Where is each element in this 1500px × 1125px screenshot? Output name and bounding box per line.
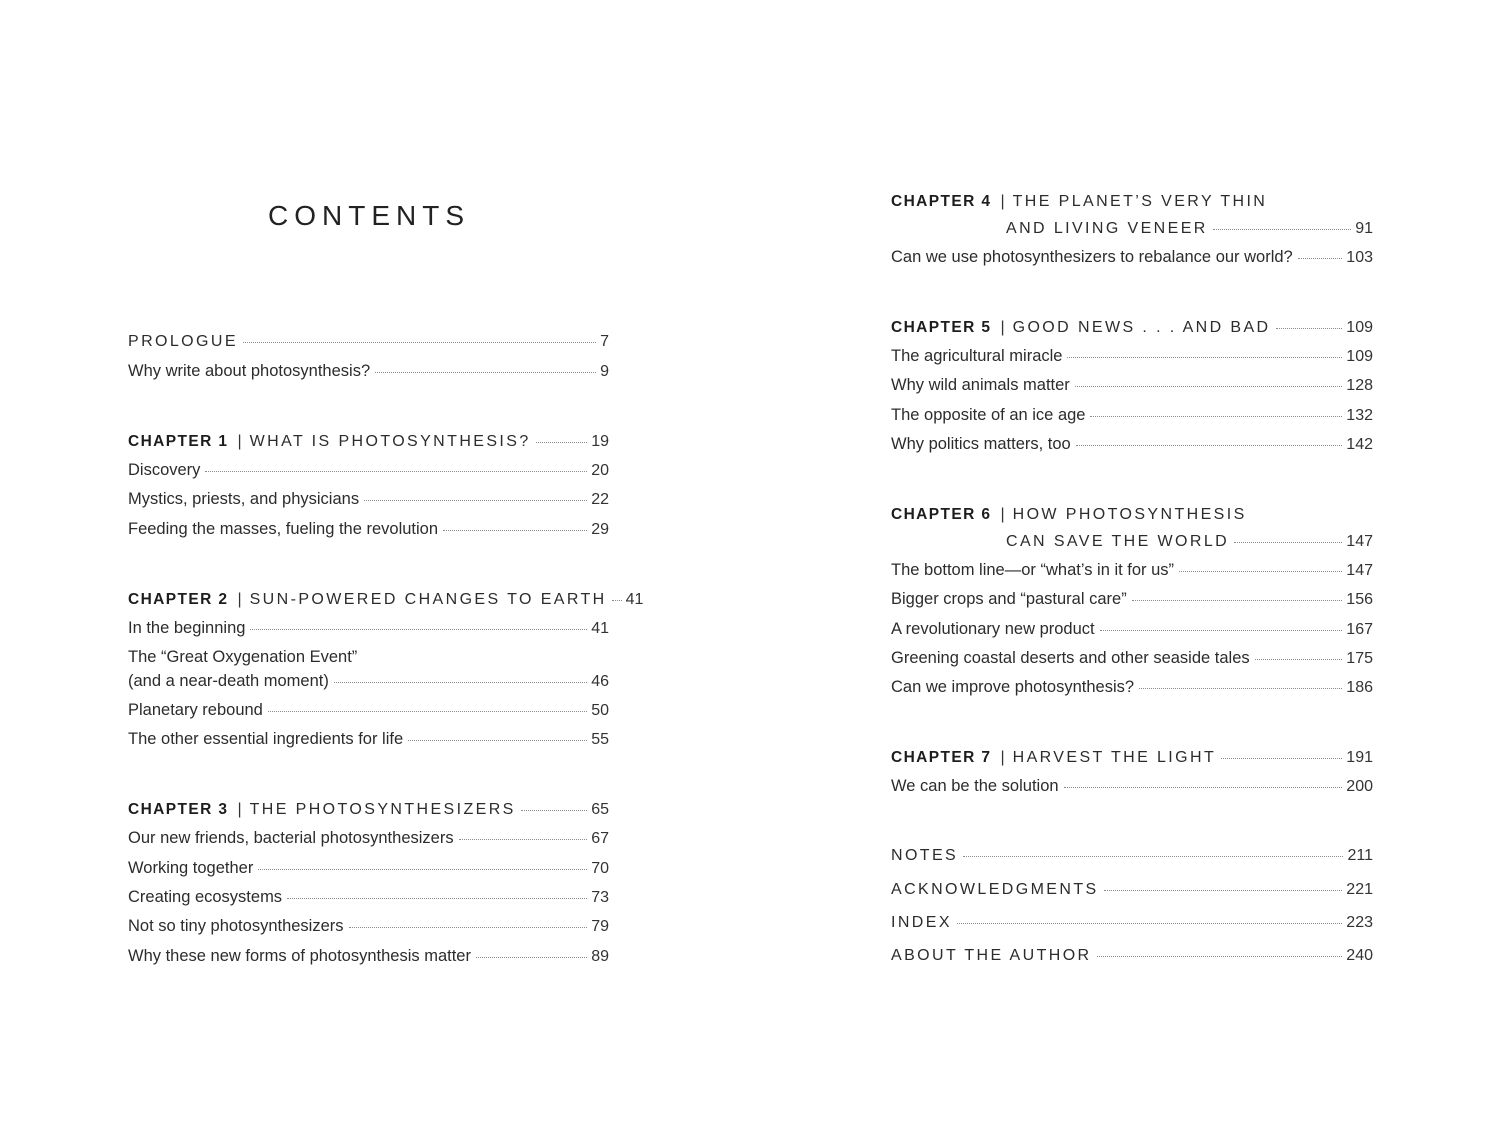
separator: | bbox=[1000, 506, 1005, 523]
page-number: 29 bbox=[591, 521, 609, 538]
chapter-title: HOW PHOTOSYNTHESIS bbox=[1012, 506, 1247, 523]
page-number: 7 bbox=[600, 333, 609, 350]
dot-leader bbox=[1100, 630, 1343, 631]
dot-leader bbox=[1097, 956, 1343, 957]
entry-label: PROLOGUE bbox=[128, 333, 238, 350]
toc-chapter-3[interactable] bbox=[128, 800, 609, 824]
dot-leader bbox=[334, 682, 587, 683]
entry-label: INDEX bbox=[891, 914, 952, 931]
toc-chapter-5[interactable] bbox=[891, 318, 1373, 342]
dot-leader bbox=[1234, 542, 1342, 543]
dot-leader bbox=[1090, 416, 1342, 417]
page-number: 22 bbox=[591, 491, 609, 508]
toc-entry[interactable] bbox=[128, 619, 609, 643]
entry-label: Mystics, priests, and physicians bbox=[128, 490, 360, 508]
dot-leader bbox=[1075, 386, 1343, 387]
toc-entry[interactable] bbox=[128, 672, 609, 696]
entry-label: Why these new forms of photosynthesis matter bbox=[128, 947, 471, 965]
page-title: CONTENTS bbox=[268, 200, 470, 231]
dot-leader bbox=[205, 471, 587, 472]
page-number: 132 bbox=[1346, 407, 1373, 424]
page-number: 240 bbox=[1346, 947, 1373, 964]
dot-leader bbox=[250, 629, 587, 630]
entry-label: We can be the solution bbox=[891, 777, 1059, 795]
toc-chapter-6-line2[interactable] bbox=[891, 532, 1373, 556]
entry-label: Not so tiny photosynthesizers bbox=[128, 917, 344, 935]
toc-entry-index[interactable] bbox=[891, 914, 1373, 938]
chapter-number: CHAPTER 4 bbox=[891, 193, 992, 210]
entry-label: ACKNOWLEDGMENTS bbox=[891, 881, 1099, 898]
toc-entry-acknowledgments[interactable] bbox=[891, 881, 1373, 905]
dot-leader bbox=[1064, 787, 1343, 788]
entry-label: Can we use photosynthesizers to rebalance our world? bbox=[891, 248, 1293, 266]
dot-leader bbox=[963, 856, 1343, 857]
chapter-number: CHAPTER 3 bbox=[128, 801, 229, 818]
page-number: 9 bbox=[600, 363, 609, 380]
dot-leader bbox=[1076, 445, 1343, 446]
toc-chapter-6-line1[interactable] bbox=[891, 505, 1373, 529]
page-number: 20 bbox=[591, 462, 609, 479]
page-number: 67 bbox=[591, 830, 609, 847]
right-page bbox=[750, 0, 1500, 1125]
dot-leader bbox=[521, 810, 587, 811]
entry-label: Greening coastal deserts and other seaside tales bbox=[891, 649, 1250, 667]
page-number: 211 bbox=[1347, 847, 1373, 864]
toc-chapter-2[interactable] bbox=[128, 590, 644, 614]
toc-entry[interactable] bbox=[128, 829, 609, 853]
dot-leader bbox=[243, 342, 596, 343]
entry-label: Creating ecosystems bbox=[128, 888, 283, 906]
dot-leader bbox=[349, 927, 588, 928]
page-number: 128 bbox=[1346, 377, 1373, 394]
toc-entry[interactable] bbox=[128, 461, 609, 485]
page-number: 91 bbox=[1355, 220, 1373, 237]
dot-leader bbox=[443, 530, 587, 531]
chapter-title: GOOD NEWS . . . AND BAD bbox=[1012, 319, 1271, 336]
entry-label: The opposite of an ice age bbox=[891, 406, 1086, 424]
page-number: 65 bbox=[591, 801, 609, 818]
page-number: 191 bbox=[1346, 749, 1373, 766]
entry-label: Discovery bbox=[128, 461, 201, 479]
separator: | bbox=[237, 433, 242, 450]
toc-entry[interactable] bbox=[891, 777, 1373, 801]
dot-leader bbox=[1276, 328, 1343, 329]
entry-label: Our new friends, bacterial photosynthesizers bbox=[128, 829, 454, 847]
chapter-title-line2: AND LIVING VENEER bbox=[1006, 220, 1208, 237]
dot-leader bbox=[1132, 600, 1343, 601]
dot-leader bbox=[1255, 659, 1343, 660]
page-number: 41 bbox=[625, 591, 644, 608]
toc-entry[interactable] bbox=[891, 406, 1373, 430]
page-number: 41 bbox=[591, 620, 609, 637]
toc-entry[interactable] bbox=[128, 730, 609, 754]
toc-entry[interactable] bbox=[891, 678, 1373, 702]
toc-entry[interactable] bbox=[128, 947, 609, 971]
dot-leader bbox=[1139, 688, 1342, 689]
page-number: 167 bbox=[1346, 621, 1373, 638]
chapter-title: THE PLANET’S VERY THIN bbox=[1012, 193, 1268, 210]
toc-entry-about-the-author[interactable] bbox=[891, 947, 1373, 971]
dot-leader bbox=[957, 923, 1342, 924]
page-number: 109 bbox=[1346, 348, 1373, 365]
dot-leader bbox=[459, 839, 588, 840]
chapter-title: SUN-POWERED CHANGES TO EARTH bbox=[249, 591, 607, 608]
page-number: 70 bbox=[591, 860, 609, 877]
toc-entry[interactable] bbox=[891, 347, 1373, 371]
toc-entry[interactable] bbox=[891, 376, 1373, 400]
page-number: 50 bbox=[591, 702, 609, 719]
entry-label-line2: (and a near-death moment) bbox=[128, 672, 329, 690]
separator: | bbox=[237, 801, 242, 818]
dot-leader bbox=[258, 869, 587, 870]
dot-leader bbox=[1067, 357, 1342, 358]
separator: | bbox=[237, 591, 242, 608]
toc-chapter-4-line2[interactable] bbox=[891, 219, 1373, 243]
chapter-number: CHAPTER 6 bbox=[891, 506, 992, 523]
toc-entry[interactable] bbox=[891, 620, 1373, 644]
entry-label: ABOUT THE AUTHOR bbox=[891, 947, 1092, 964]
page-number: 147 bbox=[1346, 562, 1373, 579]
toc-entry-line1[interactable] bbox=[128, 648, 609, 672]
entry-label: Why write about photosynthesis? bbox=[128, 362, 371, 380]
toc-entry[interactable] bbox=[128, 859, 609, 883]
page-number: 19 bbox=[591, 433, 609, 450]
entry-label: NOTES bbox=[891, 847, 959, 864]
chapter-title: HARVEST THE LIGHT bbox=[1012, 749, 1217, 766]
entry-label: In the beginning bbox=[128, 619, 246, 637]
toc-entry[interactable] bbox=[128, 701, 609, 725]
toc-chapter-4-line1[interactable] bbox=[891, 192, 1373, 216]
page-number: 156 bbox=[1346, 591, 1373, 608]
entry-label: Can we improve photosynthesis? bbox=[891, 678, 1135, 696]
toc-entry[interactable] bbox=[128, 888, 609, 912]
entry-label: Feeding the masses, fueling the revolution bbox=[128, 520, 439, 538]
entry-label: The “Great Oxygenation Event” bbox=[128, 648, 358, 666]
entry-label: The bottom line—or “what’s in it for us” bbox=[891, 561, 1175, 579]
page-number: 142 bbox=[1346, 436, 1373, 453]
page-number: 200 bbox=[1346, 778, 1373, 795]
dot-leader bbox=[1104, 890, 1343, 891]
dot-leader bbox=[1221, 758, 1342, 759]
chapter-number: CHAPTER 7 bbox=[891, 749, 992, 766]
dot-leader bbox=[1179, 571, 1342, 572]
page-number: 175 bbox=[1346, 650, 1373, 667]
toc-entry[interactable] bbox=[891, 590, 1373, 614]
page-number: 73 bbox=[591, 889, 609, 906]
page-number: 221 bbox=[1346, 881, 1373, 898]
toc-entry-prologue[interactable] bbox=[128, 333, 609, 357]
toc-chapter-7[interactable] bbox=[891, 748, 1373, 772]
dot-leader bbox=[287, 898, 587, 899]
page-number: 103 bbox=[1346, 249, 1373, 266]
dot-leader bbox=[408, 740, 587, 741]
page-number: 79 bbox=[591, 918, 609, 935]
toc-entry[interactable] bbox=[891, 561, 1373, 585]
toc-entry[interactable] bbox=[128, 362, 609, 386]
separator: | bbox=[1000, 193, 1005, 210]
page-number: 46 bbox=[591, 673, 609, 690]
toc-entry[interactable] bbox=[891, 248, 1373, 272]
entry-label: A revolutionary new product bbox=[891, 620, 1095, 638]
dot-leader bbox=[268, 711, 587, 712]
page-number: 109 bbox=[1346, 319, 1373, 336]
entry-label: Why politics matters, too bbox=[891, 435, 1071, 453]
chapter-title-line2: CAN SAVE THE WORLD bbox=[1006, 533, 1230, 550]
dot-leader bbox=[536, 442, 588, 443]
entry-label: The agricultural miracle bbox=[891, 347, 1063, 365]
chapter-number: CHAPTER 1 bbox=[128, 433, 229, 450]
entry-label: Planetary rebound bbox=[128, 701, 263, 719]
toc-entry[interactable] bbox=[891, 649, 1373, 673]
entry-label: Working together bbox=[128, 859, 254, 877]
dot-leader bbox=[1213, 229, 1351, 230]
dot-leader bbox=[1298, 258, 1343, 259]
toc-entry[interactable] bbox=[128, 917, 609, 941]
page-number: 186 bbox=[1346, 679, 1373, 696]
entry-label: Bigger crops and “pastural care” bbox=[891, 590, 1127, 608]
toc-entry[interactable] bbox=[128, 520, 609, 544]
dot-leader bbox=[375, 372, 596, 373]
dot-leader bbox=[612, 600, 622, 601]
chapter-title: THE PHOTOSYNTHESIZERS bbox=[249, 801, 516, 818]
page-number: 55 bbox=[591, 731, 609, 748]
dot-leader bbox=[476, 957, 587, 958]
toc-chapter-1[interactable] bbox=[128, 432, 609, 456]
toc-entry-notes[interactable] bbox=[891, 847, 1373, 871]
page-number: 223 bbox=[1346, 914, 1373, 931]
separator: | bbox=[1000, 749, 1005, 766]
toc-entry[interactable] bbox=[128, 490, 609, 514]
chapter-title: WHAT IS PHOTOSYNTHESIS? bbox=[249, 433, 531, 450]
chapter-number: CHAPTER 2 bbox=[128, 591, 229, 608]
separator: | bbox=[1000, 319, 1005, 336]
dot-leader bbox=[364, 500, 587, 501]
chapter-number: CHAPTER 5 bbox=[891, 319, 992, 336]
page-number: 89 bbox=[591, 948, 609, 965]
entry-label: The other essential ingredients for life bbox=[128, 730, 404, 748]
entry-label: Why wild animals matter bbox=[891, 376, 1070, 394]
page-number: 147 bbox=[1346, 533, 1373, 550]
toc-entry[interactable] bbox=[891, 435, 1373, 459]
